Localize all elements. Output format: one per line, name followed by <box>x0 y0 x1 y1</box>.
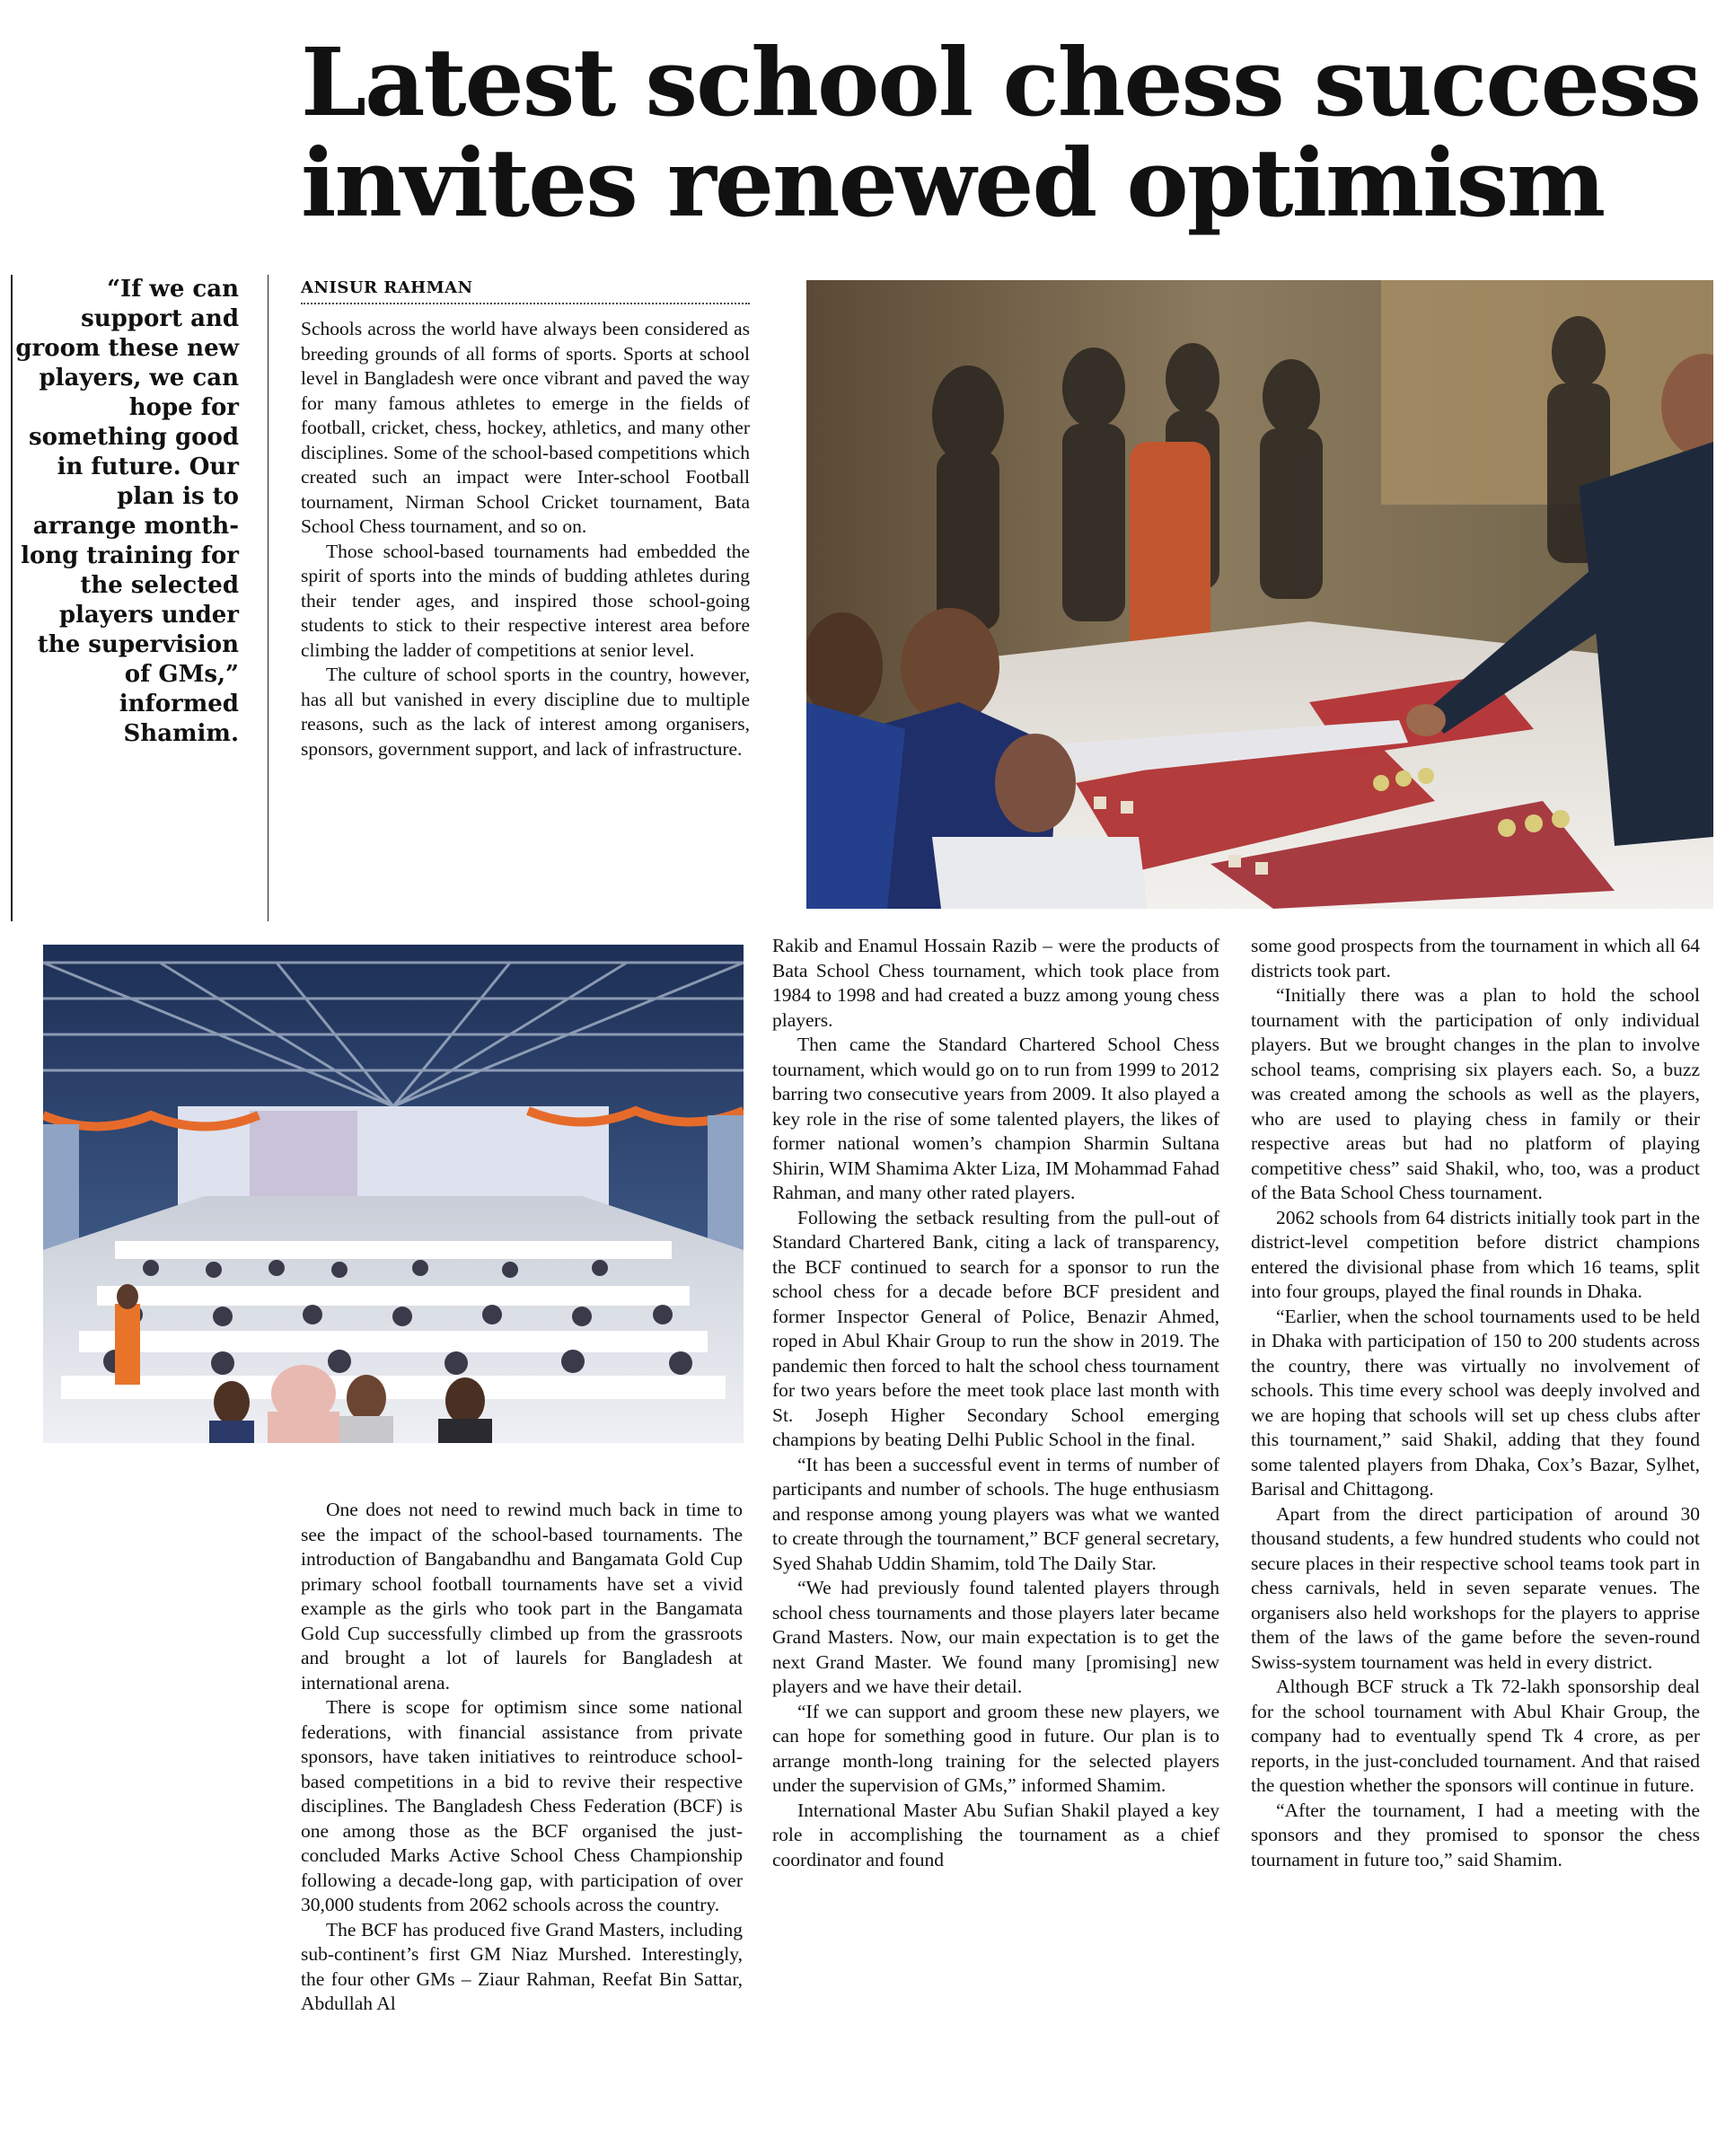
paragraph: International Master Abu Sufian Shakil played a key role in accomplishing the tournament as a chief coordinator and found <box>772 1799 1219 1870</box>
paragraph: “Earlier, when the school tournaments used to be held in Dhaka with participation of 150 to 200 students across the country, there was virtually no involvement of schools. This time every school was deeply involved and we are hoping that schools will set up chess clubs after this tournament,” said Shakil, adding that they found some talented players from Dhaka, Cox’s Bazar, Sylhet, Barisal and Chittagong. <box>1251 1305 1700 1500</box>
column-3 <box>1251 934 1700 1872</box>
paragraph: The culture of school sports in the country, however, has all but vanished in every discipline due to multiple reasons, such as the lack of interest among organisers, sponsors, government support, and lack of infrastructure. <box>301 664 750 760</box>
paragraph: “We had previously found talented players through school chess tournaments and those players later became Grand Masters. Now, our main expectation is to get the next Grand Master. We found many [promising] new players and we have their detail. <box>772 1577 1219 1697</box>
intro-column <box>301 317 750 761</box>
paragraph: 2062 schools from 64 districts initially took part in the district-level competition before district champions entered the divisional phase from which 16 teams, split into four groups, played the final rounds in Dhaka. <box>1251 1206 1700 1302</box>
paragraph: Those school-based tournaments had embedded the spirit of sports into the minds of budding athletes during their tender ages, and inspired those school-going students to stick to their respective interest area before climbing the ladder of competitions at senior level. <box>301 540 750 661</box>
paragraph: The BCF has produced five Grand Masters, including sub-continent’s first GM Niaz Murshed. Interestingly, the four other GMs – Ziaur Rahman, Reefat Bin Sattar, Abdullah Al <box>301 1918 743 2014</box>
column-2 <box>772 934 1219 1872</box>
column-1 <box>301 1498 743 2017</box>
byline: ANISUR RAHMAN <box>301 278 750 304</box>
paragraph: Then came the Standard Chartered School Chess tournament, which would go on to run from 1999 to 2012 barring two consecutive years from 2009. It also played a key role in the rise of some talented players, the likes of former national women’s champion Sharmin Sultana Shirin, WIM Shamima Akter Liza, IM Mohammad Fahad Rahman, and many other rated players. <box>772 1034 1219 1203</box>
pull-quote-text: “If we can support and groom these new players, we can hope for something good in future. Our plan is to arrange month-long training for the selected players under the supervision of GMs,” informed Shamim. <box>15 276 239 747</box>
headline-line-1: Latest school chess success <box>301 27 1700 137</box>
photo-tournament-hall <box>43 945 744 1443</box>
paragraph: Rakib and Enamul Hossain Razib – were the products of Bata School Chess tournament, which took place from 1984 to 1998 and had created a buzz among young chess players. <box>772 935 1219 1031</box>
paragraph: “After the tournament, I had a meeting with the sponsors and they promised to sponsor the chess tournament in future too,” said Shamim. <box>1251 1799 1700 1870</box>
headline <box>301 27 1711 238</box>
paragraph: One does not need to rewind much back in time to see the impact of the school-based tournaments. The introduction of Bangabandhu and Bangamata Gold Cup primary school football tournaments have set a vivid example as the girls who took part in the Bangamata Gold Cup successfully climbed up from the grassroots and brought a lot of laurels for Bangladesh at international arena. <box>301 1499 743 1694</box>
paragraph: There is scope for optimism since some national federations, with financial assistance from private sponsors, have taken initiatives to reintroduce school-based competitions in a bid to revive their respective disciplines. The Bangladesh Chess Federation (BCF) is one among those as the BCF organised the just-concluded Marks Active School Chess Championship following a decade-long gap, with participation of over 30,000 students from 2062 schools across the country. <box>301 1696 743 1915</box>
paragraph: “It has been a successful event in terms of number of participants and number of schools. The huge enthusiasm and response among young players was what we wanted to create through the tournament,” BCF general secretary, Syed Shahab Uddin Shamim, told The Daily Star. <box>772 1453 1219 1574</box>
paragraph: Following the setback resulting from the pull-out of Standard Chartered Bank, citing a lack of transparency, the BCF continued to search for a sponsor to run the school chess for a decade before BCF president and former Inspector General of Police, Benazir Ahmed, roped in Abul Khair Group to run the show in 2019. The pandemic then forced to halt the school chess tournament for two years before the meet took place last month with St. Joseph Higher Secondary School emerging champions by beating Delhi Public School in the final. <box>772 1206 1219 1450</box>
headline-line-2: invites renewed optimism <box>301 128 1605 238</box>
paragraph: Although BCF struck a Tk 72-lakh sponsorship deal for the school tournament with Abul Khair Group, the company had to eventually spend Tk 4 crore, as per reports, in the just-concluded tournament. And that raised the question whether the sponsors will continue in future. <box>1251 1676 1700 1796</box>
paragraph: “If we can support and groom these new players, we can hope for something good in future. Our plan is to arrange month-long training for the selected players under the supervision of GMs,” informed Shamim. <box>772 1700 1219 1796</box>
paragraph: Schools across the world have always been considered as breeding grounds of all forms of sports. Sports at school level in Bangladesh were once vibrant and paved the way for many famous athletes to emerge in the fields of football, cricket, chess, hockey, athletics, and many other disciplines. Some of the school-based competitions which created such an impact were Inter-school Football tournament, Nirman School Cricket tournament, Bata School Chess tournament, and so on. <box>301 318 750 537</box>
paragraph: some good prospects from the tournament in which all 64 districts took part. <box>1251 935 1700 981</box>
pull-quote <box>11 275 244 921</box>
photo-chess-handshake <box>806 280 1713 909</box>
paragraph: “Initially there was a plan to hold the school tournament with the participation of only individual players. But we brought changes in the plan to involve school teams, comprising six players each. So, a buzz was created among the schools as well as the players, who are used to playing chess in family or their respective areas but had no platform of playing competitive chess” said Shakil, who, too, was a product of the Bata School Chess tournament. <box>1251 984 1700 1203</box>
paragraph: Apart from the direct participation of around 30 thousand students, a few hundred students who could not secure places in their respective school teams took part in chess carnivals, held in seven separate venues. The organisers also held workshops for the players to apprise them of the laws of the game before the seven-round Swiss-system tournament was held in every district. <box>1251 1502 1700 1673</box>
